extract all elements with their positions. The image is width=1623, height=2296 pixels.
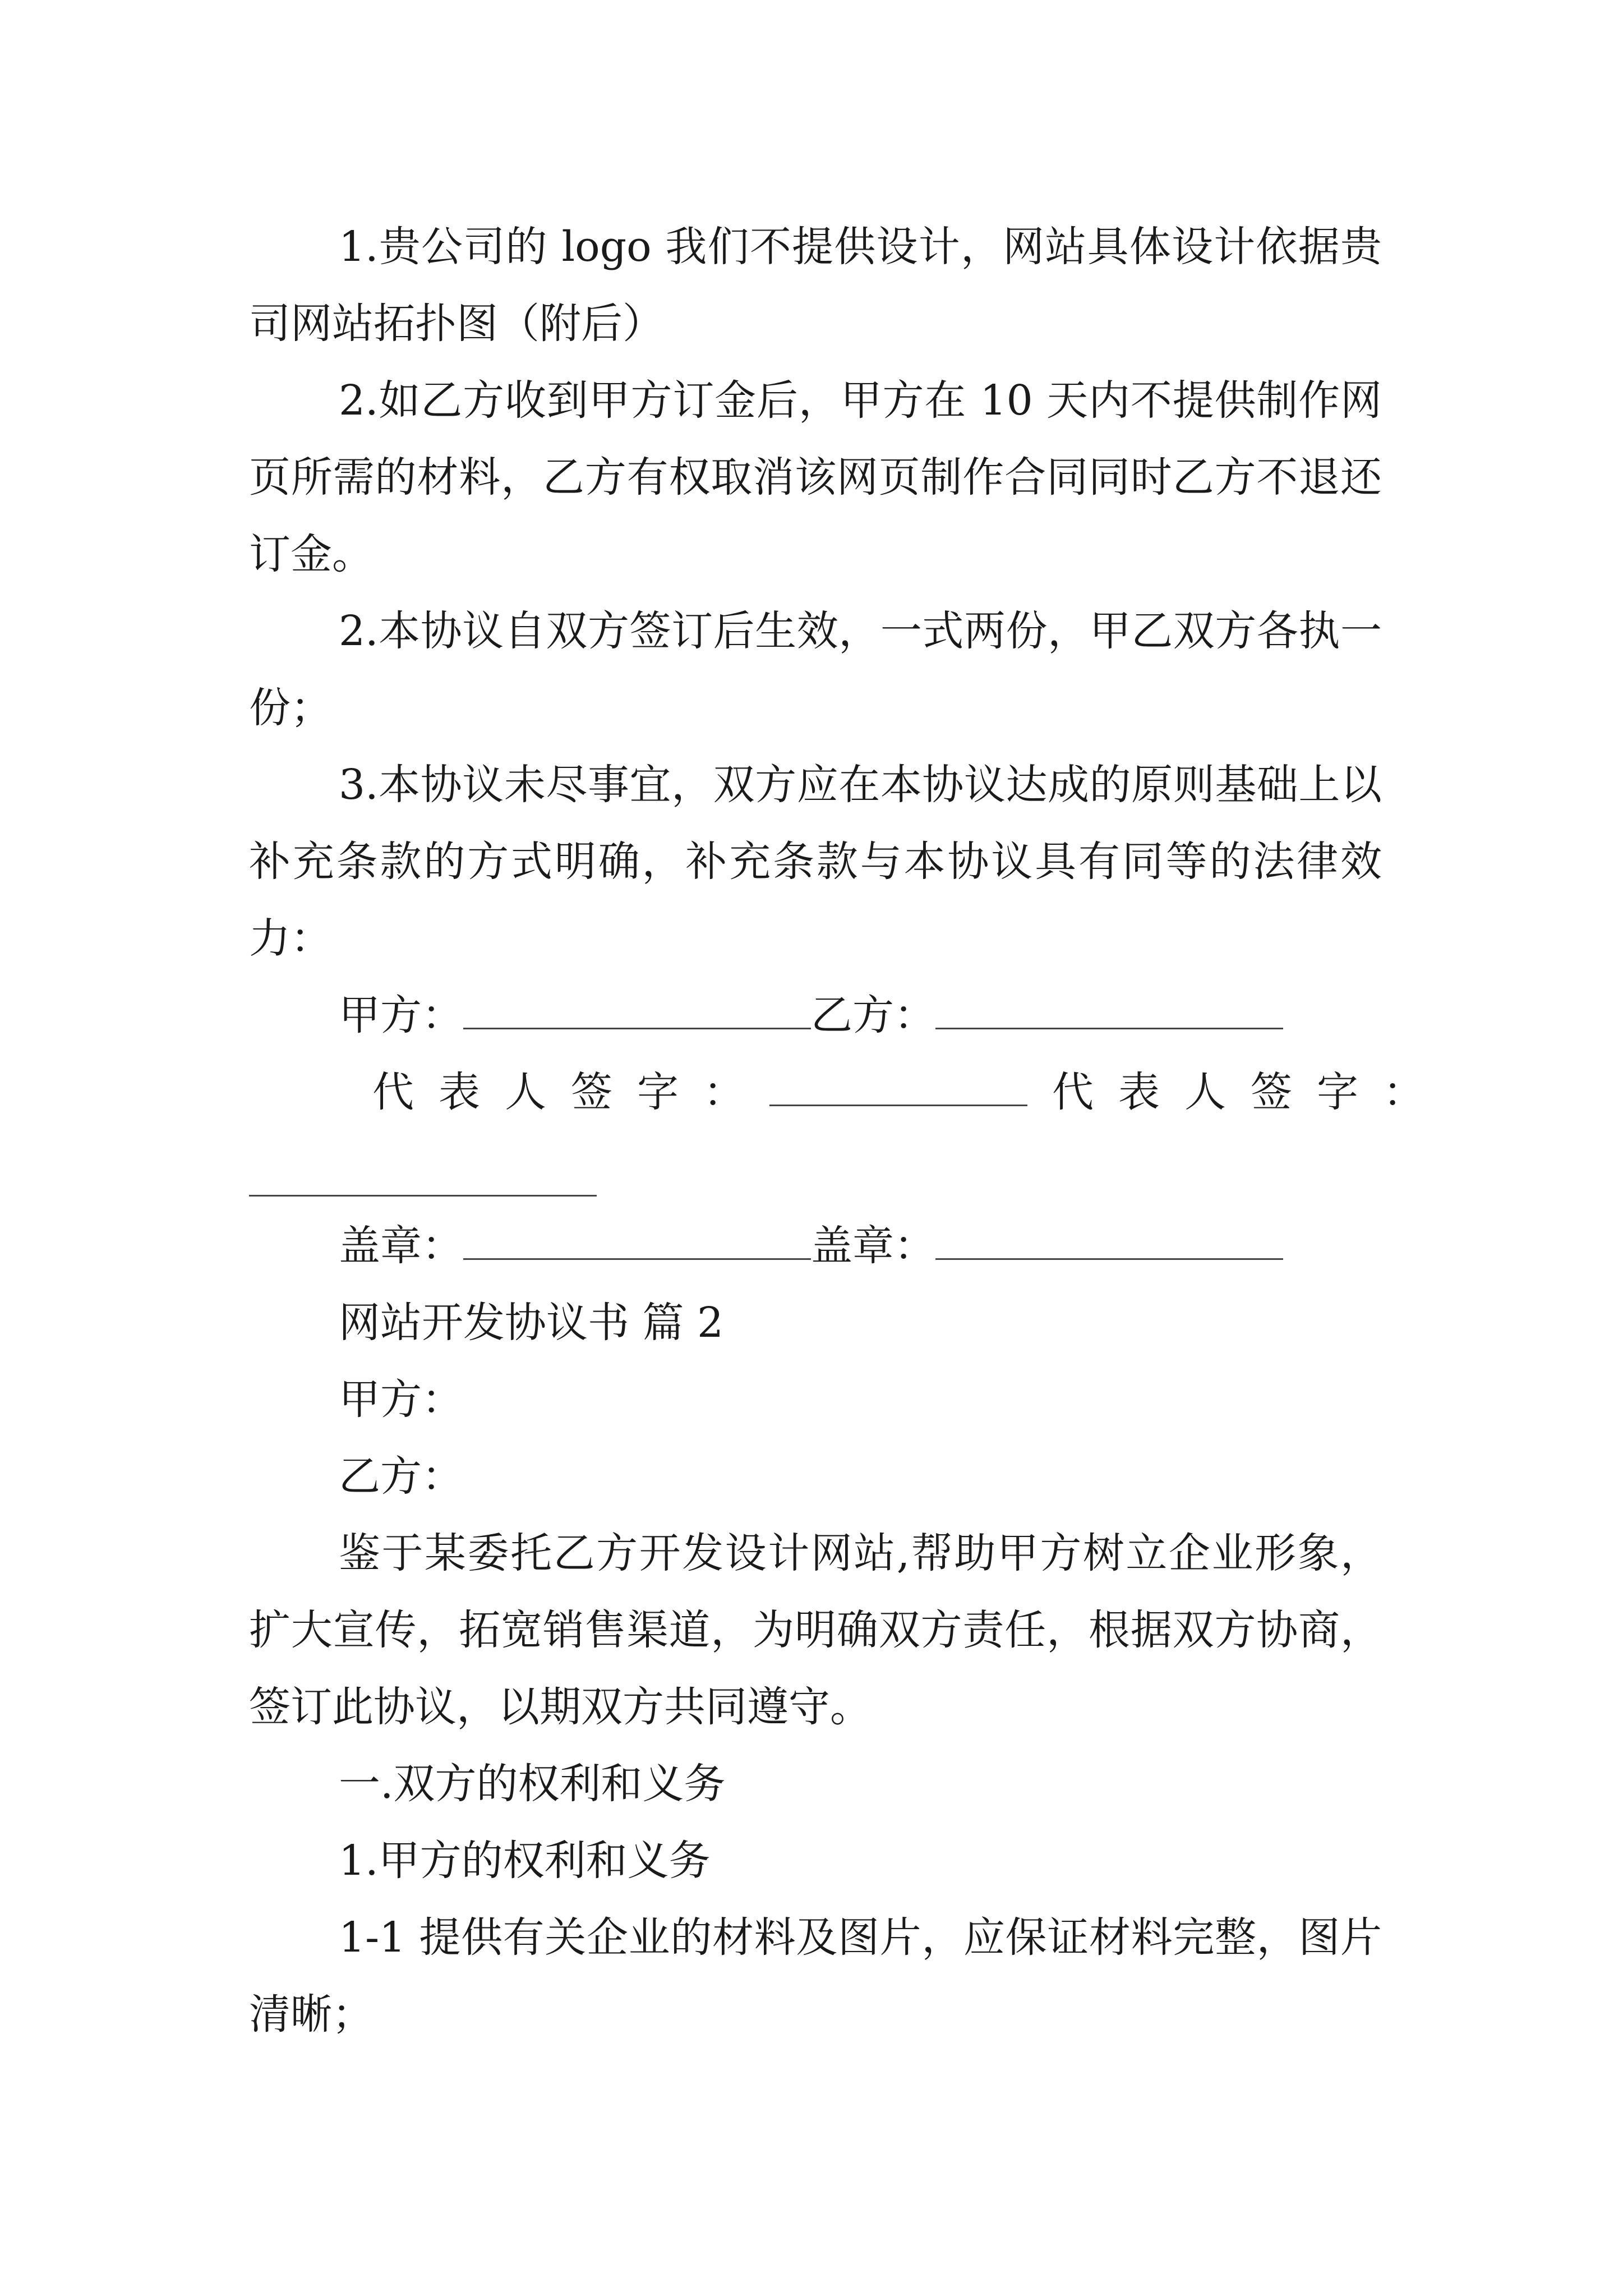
rep-sign-label-a: 代表人签字： — [372, 1068, 769, 1116]
party-a-label: 甲方： — [339, 991, 463, 1039]
section2-party-b: 乙方： — [339, 1452, 463, 1501]
clause-supplement: 3.本协议未尽事宜，双方应在本协议达成的原则基础上以补充条款的方式明确，补充条款与本协议具有同等的法律效力： — [249, 761, 1382, 963]
signature-party-line — [249, 977, 1382, 1054]
document-body — [249, 209, 1449, 2053]
clause-logo-design: 1.贵公司的 logo 我们不提供设计，网站具体设计依据贵司网站拓扑图（附后） — [249, 223, 1382, 348]
section2-heading-rights: 一.双方的权利和义务 — [339, 1760, 726, 1808]
seal-label-a: 盖章： — [339, 1222, 463, 1270]
section2-party-a: 甲方： — [339, 1375, 463, 1424]
seal-blank-a — [463, 1217, 811, 1260]
seal-line — [249, 1208, 1382, 1285]
party-b-label: 乙方： — [811, 991, 935, 1039]
clause-deposit: 2.如乙方收到甲方订金后，甲方在 10 天内不提供制作网页所需的材料，乙方有权取消该网页制作合同同时乙方不退还订金。 — [249, 376, 1382, 578]
section2-title: 网站开发协议书 篇 2 — [339, 1299, 724, 1347]
rep-sign-label-b: 代表人签字： — [1052, 1068, 1449, 1116]
clause-effective: 2.本协议自双方签订后生效，一式两份，甲乙双方各执一份； — [249, 607, 1382, 732]
seal-blank-b — [935, 1217, 1283, 1260]
section2-item-1-1: 1-1 提供有关企业的材料及图片，应保证材料完整，图片清晰； — [249, 1913, 1382, 2039]
seal-label-b: 盖章： — [811, 1222, 935, 1270]
rep-sign-blank-a — [769, 1063, 1027, 1106]
party-a-blank — [463, 986, 811, 1029]
rep-sign-blank-b — [249, 1153, 597, 1197]
representative-sign-line — [249, 1054, 1449, 1131]
rep-sign-blank-b-line — [249, 1131, 1382, 1208]
party-b-blank — [935, 986, 1283, 1029]
section2-intro: 鉴于某委托乙方开发设计网站,帮助甲方树立企业形象，扩大宣传，拓宽销售渠道，为明确双方责任，根据双方协商，签订此协议，以期双方共同遵守。 — [249, 1529, 1382, 1731]
section2-heading-party-a-rights: 1.甲方的权利和义务 — [339, 1837, 711, 1885]
